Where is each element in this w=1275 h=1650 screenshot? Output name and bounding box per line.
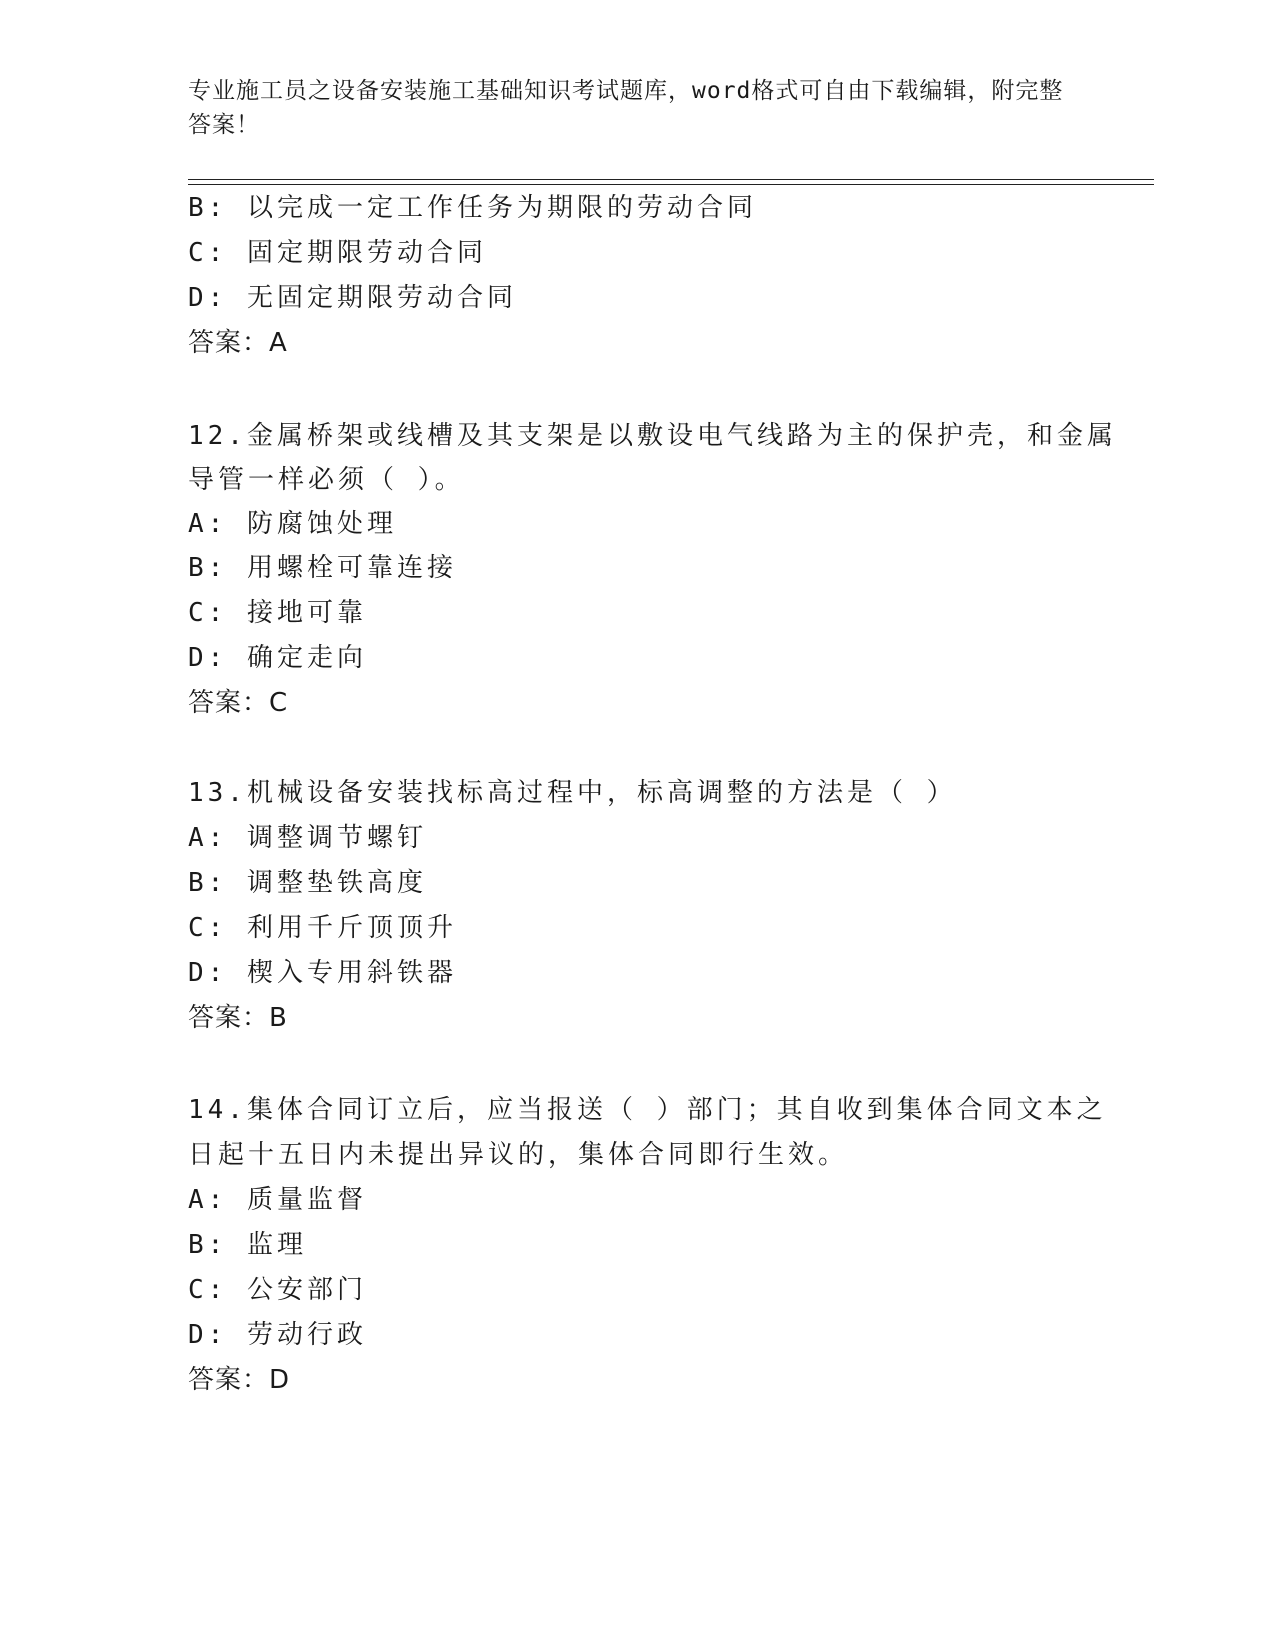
document-header: 专业施工员之设备安装施工基础知识考试题库，word格式可自由下载编辑，附完整答案！	[188, 78, 1064, 138]
option-b: B: 调整垫铁高度	[188, 868, 427, 898]
question-stem-cont: 日起十五日内未提出异议的，集体合同即行生效。	[188, 1140, 849, 1170]
option-a: A: 调整调节螺钉	[188, 823, 427, 853]
answer: 答案：B	[188, 1003, 288, 1033]
question-stem: 14.集体合同订立后，应当报送（ ）部门；其自收到集体合同文本之	[188, 1095, 1107, 1125]
question-stem: 13.机械设备安装找标高过程中，标高调整的方法是（ ）	[188, 778, 957, 808]
option-d: D: 确定走向	[188, 643, 367, 673]
option-a: A: 质量监督	[188, 1185, 367, 1215]
header-rule-top	[188, 179, 1154, 180]
option-b: B: 用螺栓可靠连接	[188, 553, 457, 583]
option-a: A: 防腐蚀处理	[188, 509, 397, 539]
answer: 答案：A	[188, 328, 288, 358]
option-d: D: 楔入专用斜铁器	[188, 958, 457, 988]
header-rule-bottom	[188, 184, 1154, 185]
option-b: B: 以完成一定工作任务为期限的劳动合同	[188, 193, 757, 223]
option-c: C: 利用千斤顶顶升	[188, 913, 457, 943]
option-c: C: 固定期限劳动合同	[188, 238, 487, 268]
answer: 答案：C	[188, 688, 289, 718]
question-stem-cont: 导管一样必须（ ）。	[188, 465, 465, 495]
option-b: B: 监理	[188, 1230, 307, 1260]
question-stem: 12.金属桥架或线槽及其支架是以敷设电气线路为主的保护壳，和金属	[188, 421, 1117, 451]
option-d: D: 劳动行政	[188, 1320, 367, 1350]
option-c: C: 接地可靠	[188, 598, 367, 628]
answer: 答案：D	[188, 1365, 291, 1395]
option-d: D: 无固定期限劳动合同	[188, 283, 517, 313]
option-c: C: 公安部门	[188, 1275, 367, 1305]
